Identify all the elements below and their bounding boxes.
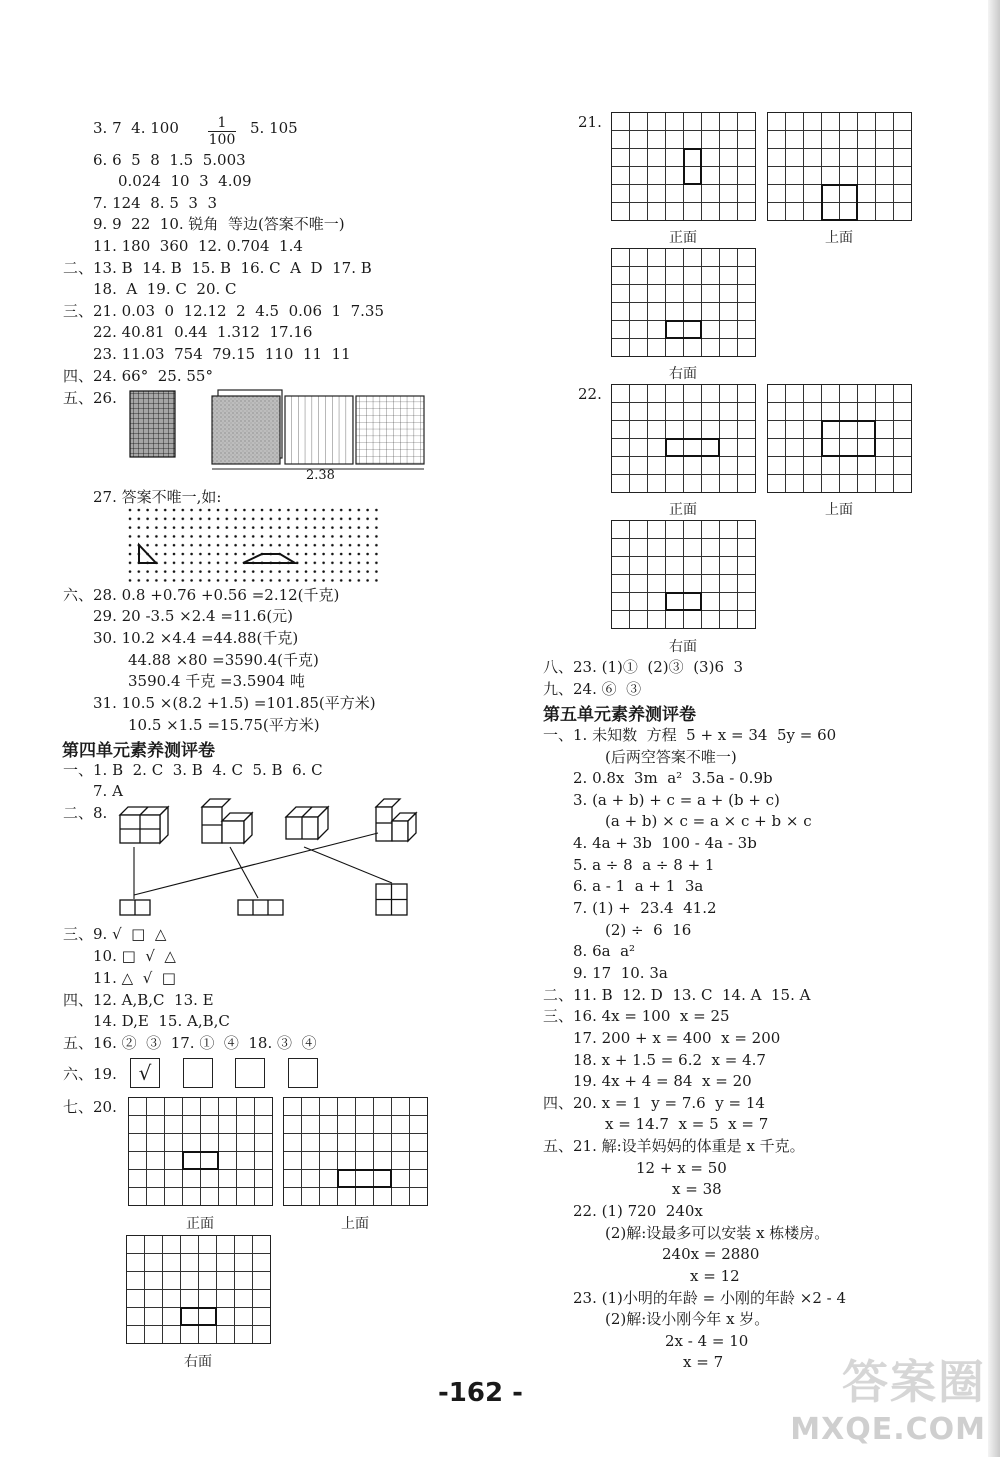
unit5-title: 第五单元素养测评卷 (543, 705, 696, 725)
view-grid-front (128, 1097, 273, 1206)
page-number: -162 - (438, 1378, 523, 1408)
answer-line: 23. 11.03 754 79.15 110 11 11 (93, 345, 351, 363)
answer-line: 四、24. 66° 25. 55° (63, 367, 213, 385)
answer-line: x = 38 (672, 1180, 722, 1198)
view-grid-side (611, 520, 756, 629)
answer-line: 六、19. (63, 1065, 117, 1083)
answer-line: x = 12 (690, 1267, 740, 1285)
view-grid-top (283, 1097, 428, 1206)
answer-line: 19. 4x + 4 = 84 x = 20 (573, 1072, 752, 1090)
answer-line: 11. △ √ □ (93, 969, 176, 987)
answer-line: x = 7 (683, 1353, 724, 1371)
view-grid-front (611, 112, 756, 221)
answer-line: 5. a ÷ 8 a ÷ 8 + 1 (573, 856, 715, 874)
answer-line: 23. (1)小明的年龄 = 小刚的年龄 ×2 - 4 (573, 1289, 847, 1307)
answer-line: 五、16. ② ③ 17. ① ④ 18. ③ ④ (63, 1034, 317, 1052)
answer-line: 一、1. B 2. C 3. B 4. C 5. B 6. C (63, 761, 323, 779)
choice-box (288, 1058, 318, 1088)
view-caption: 右面 (669, 639, 697, 655)
answer-line: 五、26. (63, 389, 117, 407)
answer-line: 44.88 ×80 =3590.4(千克) (128, 651, 319, 669)
answer-line: 31. 10.5 ×(8.2 +1.5) =101.85(平方米) (93, 694, 376, 712)
watermark-title: 答案圈 (842, 1355, 986, 1409)
view-grid-front (611, 384, 756, 493)
answer-line: 18. x + 1.5 = 6.2 x = 4.7 (573, 1051, 766, 1069)
answer-line: (2) ÷ 6 16 (605, 921, 692, 939)
view-caption: 上面 (825, 230, 853, 246)
answer-line: 240x = 2880 (662, 1245, 760, 1263)
answer-line: 三、21. 0.03 0 12.12 2 4.5 0.06 1 7.35 (63, 302, 384, 320)
choice-box-checked: √ (130, 1058, 160, 1088)
answer-line: x = 14.7 x = 5 x = 7 (605, 1115, 769, 1133)
answer-line: 四、12. A,B,C 13. E (63, 991, 214, 1009)
cube-matching-figure (110, 795, 430, 925)
view-grid-top (767, 384, 912, 493)
answer-line: (a + b) × c = a × c + b × c (605, 812, 812, 830)
answer-line: 2x - 4 = 10 (665, 1332, 749, 1350)
answer-line: 7. 124 8. 5 3 3 (93, 194, 218, 212)
answer-line: 17. 200 + x = 400 x = 200 (573, 1029, 781, 1047)
answer-line: 22. (1) 720 240x (573, 1202, 703, 1220)
view-caption: 右面 (184, 1354, 212, 1370)
answer-line: (2)解:设最多可以安装 x 栋楼房。 (605, 1224, 830, 1242)
answer-line: 一、1. 未知数 方程 5 + x = 34 5y = 60 (543, 726, 837, 744)
answer-line: 七、20. (63, 1098, 117, 1116)
view-grid-top (767, 112, 912, 221)
answer-line: 0.024 10 3 4.09 (118, 172, 252, 190)
answer-line: 四、20. x = 1 y = 7.6 y = 14 (543, 1094, 765, 1112)
answer-line: 14. D,E 15. A,B,C (93, 1012, 230, 1030)
answer-line: 3. 7 4. 100 (93, 119, 179, 137)
choice-box (183, 1058, 213, 1088)
answer-line: 30. 10.2 ×4.4 =44.88(千克) (93, 629, 299, 647)
answer-line: 九、24. ⑥ ③ (543, 680, 642, 698)
answer-line: 6. 6 5 8 1.5 5.003 (93, 151, 246, 169)
question-label: 22. (578, 385, 602, 403)
answer-line: 11. 180 360 12. 0.704 1.4 (93, 237, 303, 255)
answer-line: 10.5 ×1.5 =15.75(平方米) (128, 716, 320, 734)
answer-line: 18. A 19. C 20. C (93, 280, 237, 298)
unit4-title: 第四单元素养测评卷 (62, 741, 215, 761)
view-caption: 正面 (186, 1216, 214, 1232)
answer-line: 29. 20 -3.5 ×2.4 =11.6(元) (93, 607, 294, 625)
answer-line: 三、9. √ □ △ (63, 925, 167, 943)
answer-line: (后两空答案不唯一) (605, 748, 737, 766)
answer-line: 7. (1) + 23.4 41.2 (573, 899, 717, 917)
dot-grid-figure (128, 508, 378, 584)
answer-line: 22. 40.81 0.44 1.312 17.16 (93, 323, 313, 341)
answer-line: 五、21. 解:设羊妈妈的体重是 x 千克。 (543, 1137, 805, 1155)
question-label: 21. (578, 113, 602, 131)
view-caption: 正面 (669, 230, 697, 246)
answer-line: (2)解:设小刚今年 x 岁。 (605, 1310, 770, 1328)
answer-line: 3. (a + b) + c = a + (b + c) (573, 791, 780, 809)
answer-line: 9. 9 22 10. 锐角 等边(答案不唯一) (93, 215, 345, 233)
answer-line: 六、28. 0.8 +0.76 +0.56 =2.12(千克) (63, 586, 340, 604)
view-caption: 上面 (825, 502, 853, 518)
view-grid-side (611, 248, 756, 357)
answer-line: 3590.4 千克 =3.5904 吨 (128, 672, 305, 690)
answer-line: 三、16. 4x = 100 x = 25 (543, 1007, 730, 1025)
answer-line: 八、23. (1)① (2)③ (3)6 3 (543, 658, 744, 676)
answer-line: 二、13. B 14. B 15. B 16. C A D 17. B (63, 259, 372, 277)
choice-box (235, 1058, 265, 1088)
view-grid-side (126, 1235, 271, 1344)
answer-line: 9. 17 10. 3a (573, 964, 668, 982)
answer-line: 12 + x = 50 (636, 1159, 727, 1177)
answer-line: 4. 4a + 3b 100 - 4a - 3b (573, 834, 757, 852)
answer-line: 6. a - 1 a + 1 3a (573, 877, 704, 895)
answer-line: 二、8. (63, 804, 108, 822)
answer-line: 5. 105 (250, 119, 298, 137)
answer-line: 10. □ √ △ (93, 947, 176, 965)
decimal-squares-figure (128, 388, 428, 483)
view-caption: 正面 (669, 502, 697, 518)
answer-line: 8. 6a a² (573, 942, 636, 960)
answer-line: 二、11. B 12. D 13. C 14. A 15. A (543, 986, 811, 1004)
answer-line: 2. 0.8x 3m a² 3.5a - 0.9b (573, 769, 773, 787)
watermark-url: MXQE.COM (790, 1412, 986, 1447)
figure-label: 2.38 (306, 468, 335, 483)
page-edge-shadow (988, 0, 1000, 1457)
view-caption: 上面 (341, 1216, 369, 1232)
view-caption: 右面 (669, 366, 697, 382)
watermark (790, 1346, 986, 1447)
fraction-1-100: $\frac{1}{100}$ (208, 115, 236, 148)
answer-line: 27. 答案不唯一,如: (93, 488, 222, 506)
answer-line: 7. A (93, 782, 123, 800)
